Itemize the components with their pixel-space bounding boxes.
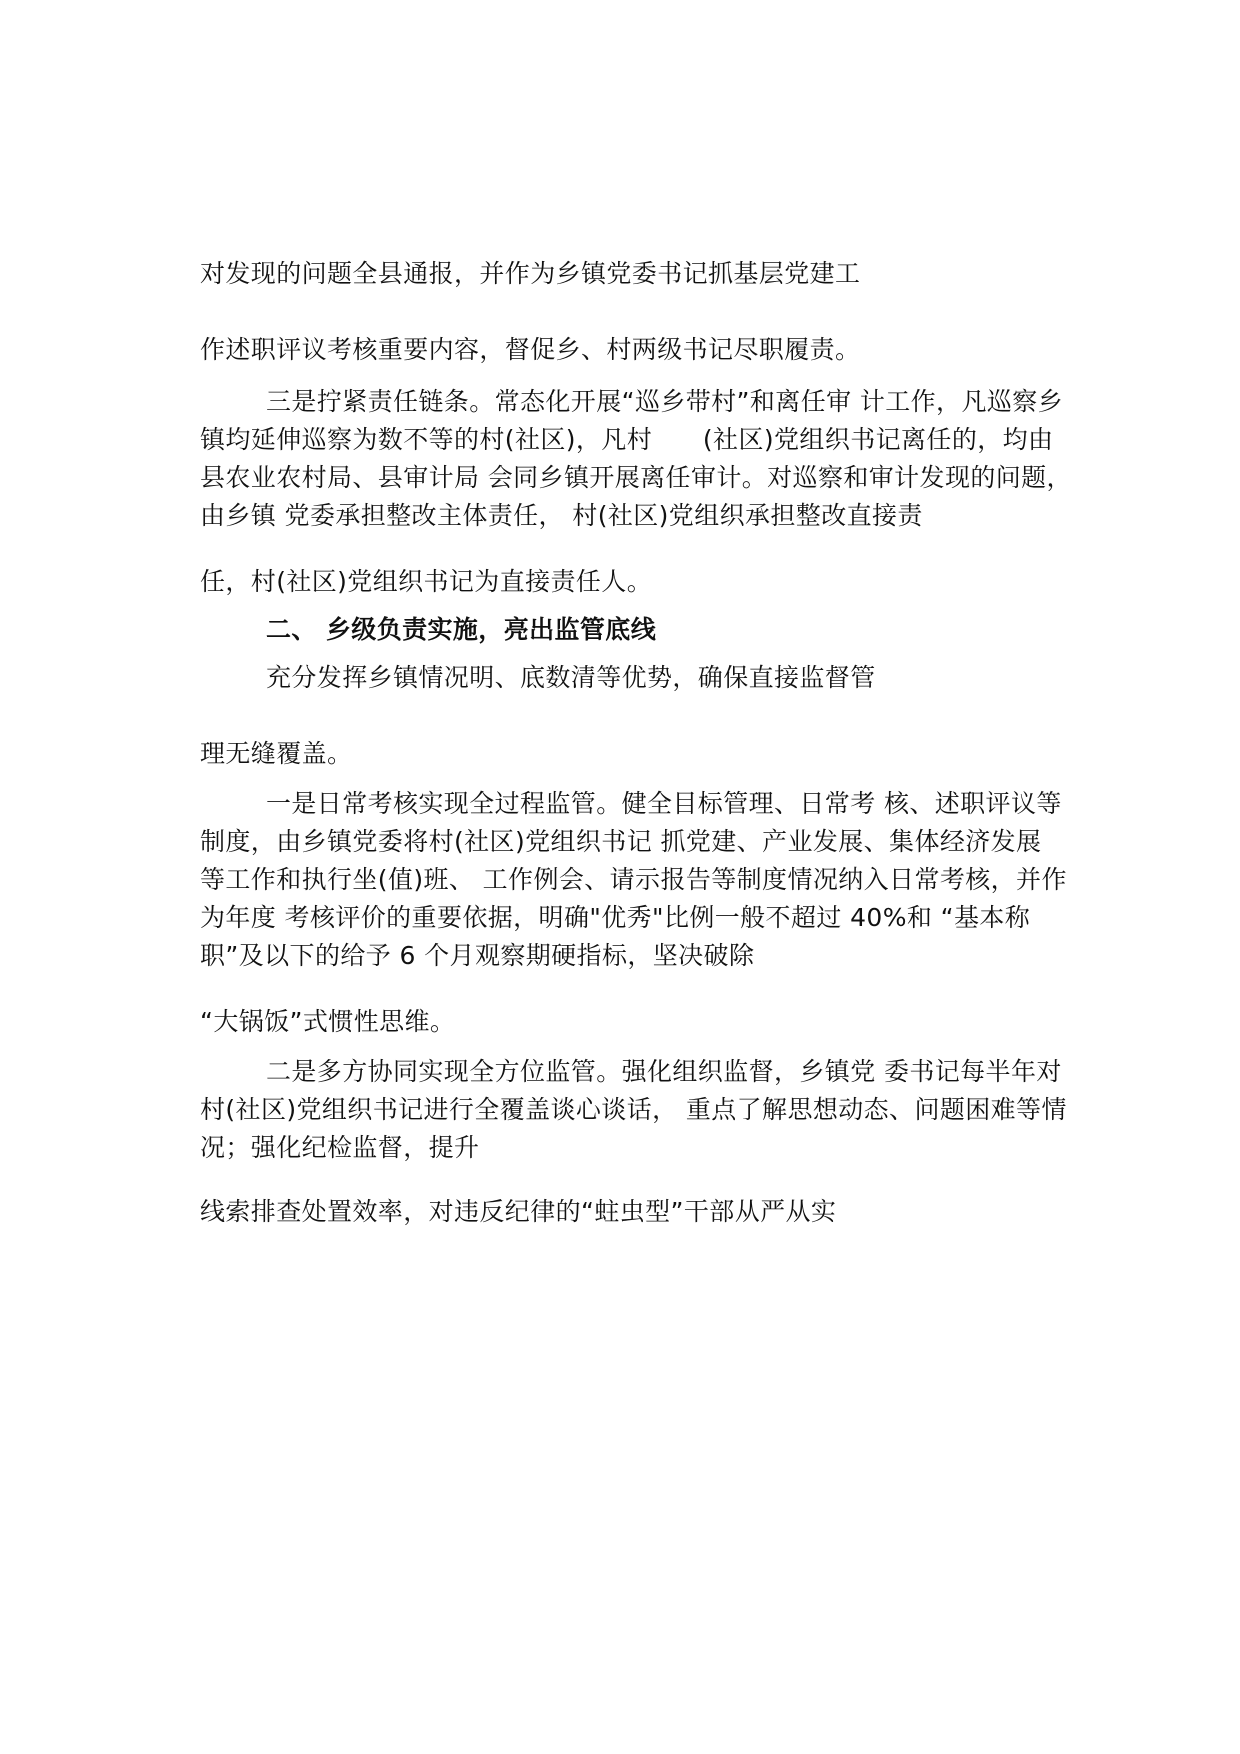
paragraph-three-line: 三是拧紧责任链条。常态化开展“巡乡带村”和离任审 计工作，凡巡察乡 — [266, 387, 1064, 416]
paragraph-two-line: 二是多方协同实现全方位监管。强化组织监督，乡镇党 委书记每半年对 — [266, 1057, 1062, 1086]
text-line: 任，村(社区)党组织书记为直接责任人。 — [200, 567, 653, 596]
text-line: 等工作和执行坐(值)班、 工作例会、请示报告等制度情况纳入日常考核，并作 — [200, 865, 1067, 894]
text-line: 村(社区)党组织书记进行全覆盖谈心谈话， 重点了解思想动态、问题困难等情 — [200, 1095, 1067, 1124]
text-line: 制度，由乡镇党委将村(社区)党组织书记 抓党建、产业发展、集体经济发展 — [200, 827, 1042, 856]
text-line: “大锅饭”式惯性思维。 — [200, 1007, 456, 1036]
text-line: 况；强化纪检监督，提升 — [200, 1133, 480, 1162]
text-line: 镇均延伸巡察为数不等的村(社区)，凡村 (社区)党组织书记离任的，均由 — [200, 425, 1054, 454]
section-heading: 二、 乡级负责实施，亮出监管底线 — [266, 615, 657, 644]
text-line: 对发现的问题全县通报，并作为乡镇党委书记抓基层党建工 — [200, 259, 861, 288]
text-line: 为年度 考核评价的重要依据，明确"优秀"比例一般不超过 40%和 “基本称 — [200, 903, 1031, 932]
text-line: 理无缝覆盖。 — [200, 739, 353, 768]
paragraph-one-line: 一是日常考核实现全过程监管。健全目标管理、日常考 核、述职评议等 — [266, 789, 1062, 818]
text-line: 作述职评议考核重要内容，督促乡、村两级书记尽职履责。 — [200, 335, 861, 364]
text-line: 线索排查处置效率，对违反纪律的“蛀虫型”干部从严从实 — [200, 1197, 837, 1226]
text-line: 充分发挥乡镇情况明、底数清等优势，确保直接监督管 — [266, 663, 876, 692]
text-line: 由乡镇 党委承担整改主体责任， 村(社区)党组织承担整改直接责 — [200, 501, 923, 530]
text-line: 职”及以下的给予 6 个月观察期硬指标，坚决破除 — [200, 941, 755, 970]
text-line: 县农业农村局、县审计局 会同乡镇开展离任审计。对巡察和审计发现的问题， — [200, 463, 1072, 492]
